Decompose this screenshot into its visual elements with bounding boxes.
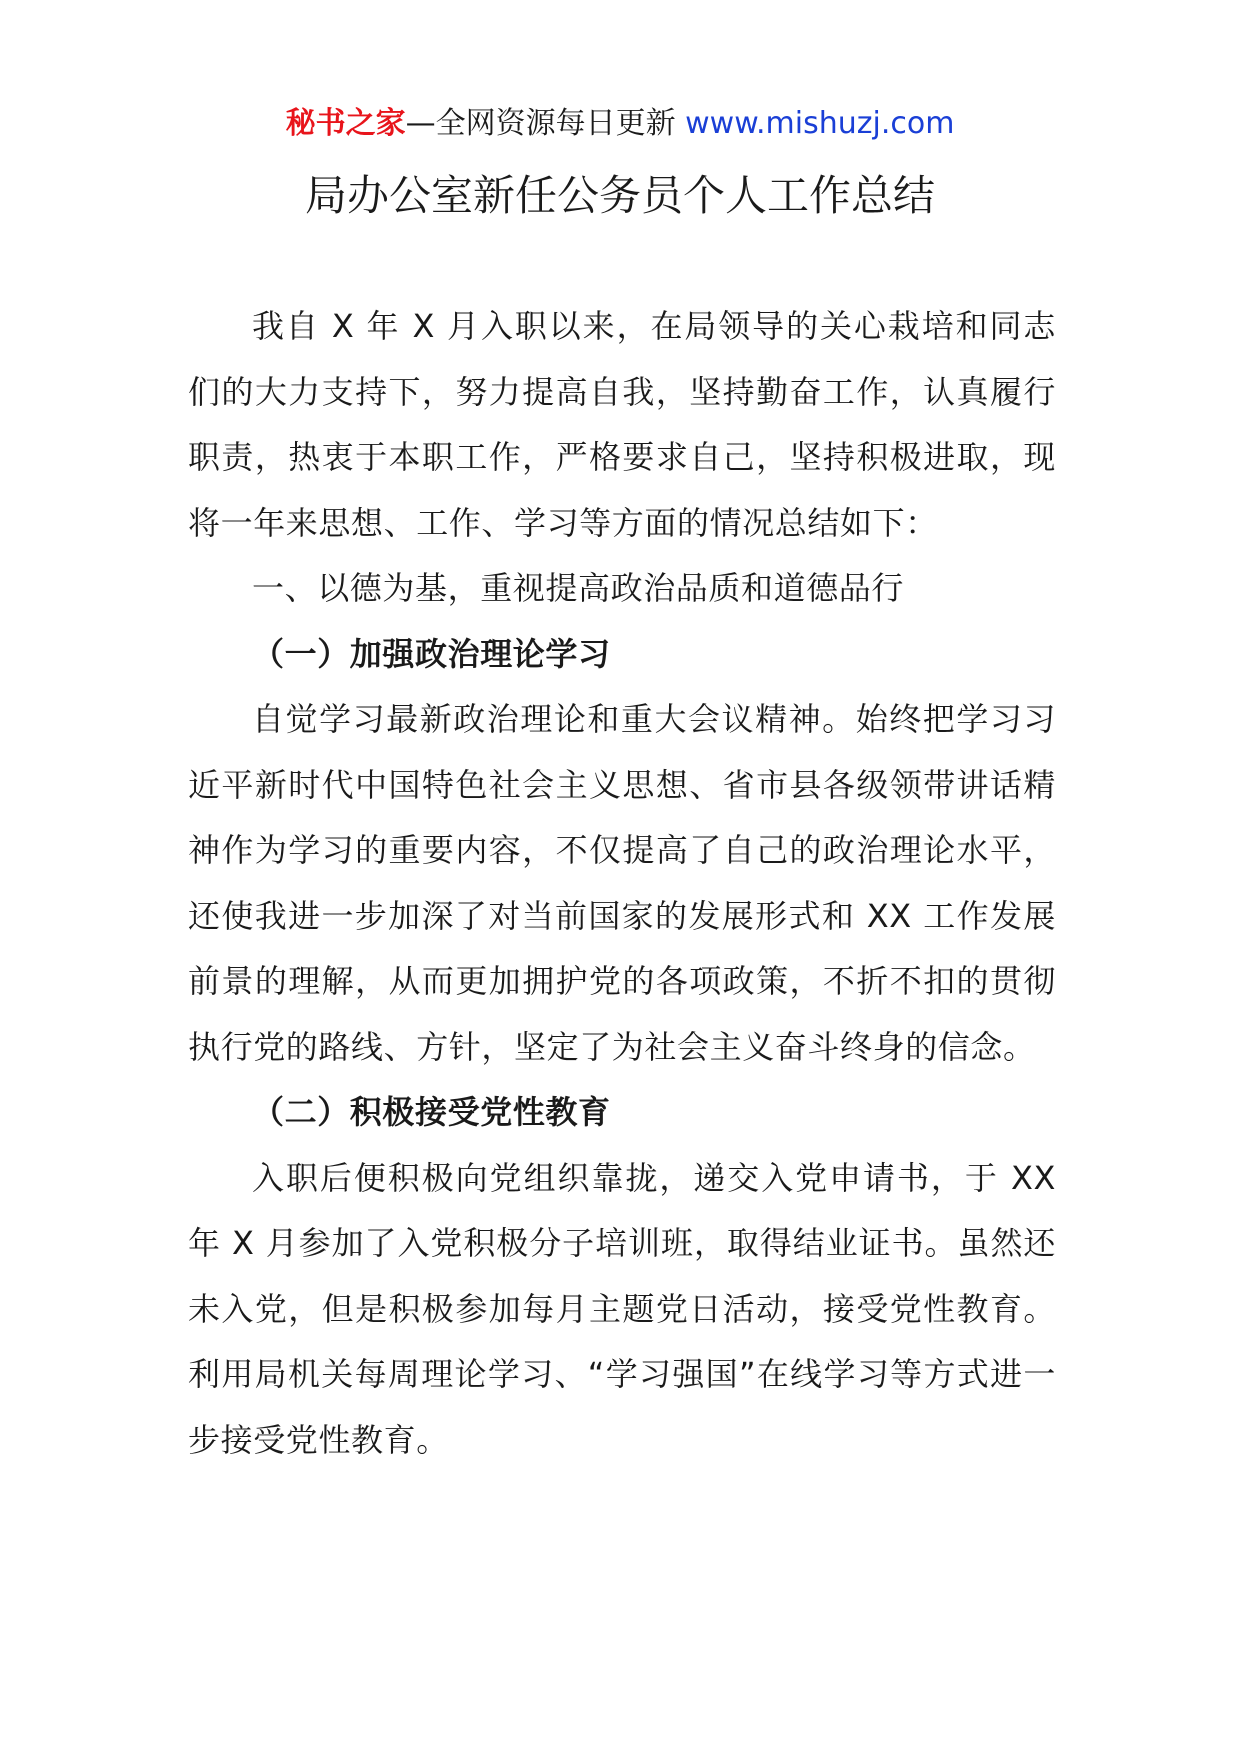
- subsection-paragraph: 入职后便积极向党组织靠拢，递交入党申请书，于 XX 年 X 月参加了入党积极分子培训班，取得结业证书。虽然还未入党，但是积极参加每月主题党日活动，接受党性教育。利用局机关每周理论学习、“学习强国”在线学习等方式进一步接受党性教育。: [188, 1158, 1056, 1459]
- site-brand: 秘书之家: [285, 106, 406, 141]
- subsection-heading: （一）加强政治理论学习: [252, 634, 611, 673]
- site-header: [0, 102, 1240, 146]
- document-body: [188, 294, 1056, 1473]
- subsection-paragraph: 自觉学习最新政治理论和重大会议精神。始终把学习习近平新时代中国特色社会主义思想、省市县各级领带讲话精神作为学习的重要内容，不仅提高了自己的政治理论水平，还使我进一步加深了对当前国家的发展形式和 XX 工作发展前景的理解，从而更加拥护党的各项政策，不折不扣的贯彻执行党的路线、方针，坚定了为社会主义奋斗终身的信念。: [188, 700, 1056, 1066]
- subsection-heading: （二）积极接受党性教育: [252, 1093, 611, 1131]
- document-title: 局办公室新任公务员个人工作总结: [304, 171, 935, 220]
- site-tagline: —全网资源每日更新: [405, 106, 686, 141]
- intro-paragraph: 我自 X 年 X 月入职以来，在局领导的关心栽培和同志们的大力支持下，努力提高自我，坚持勤奋工作，认真履行职责，热衷于本职工作，严格要求自己，坚持积极进取，现将一年来思想、工作、学习等方面的情况总结如下：: [188, 307, 1056, 542]
- section-heading: 一、以德为基，重视提高政治品质和道德品行: [252, 569, 905, 607]
- site-url-link[interactable]: www.mishuzj.com: [685, 106, 955, 141]
